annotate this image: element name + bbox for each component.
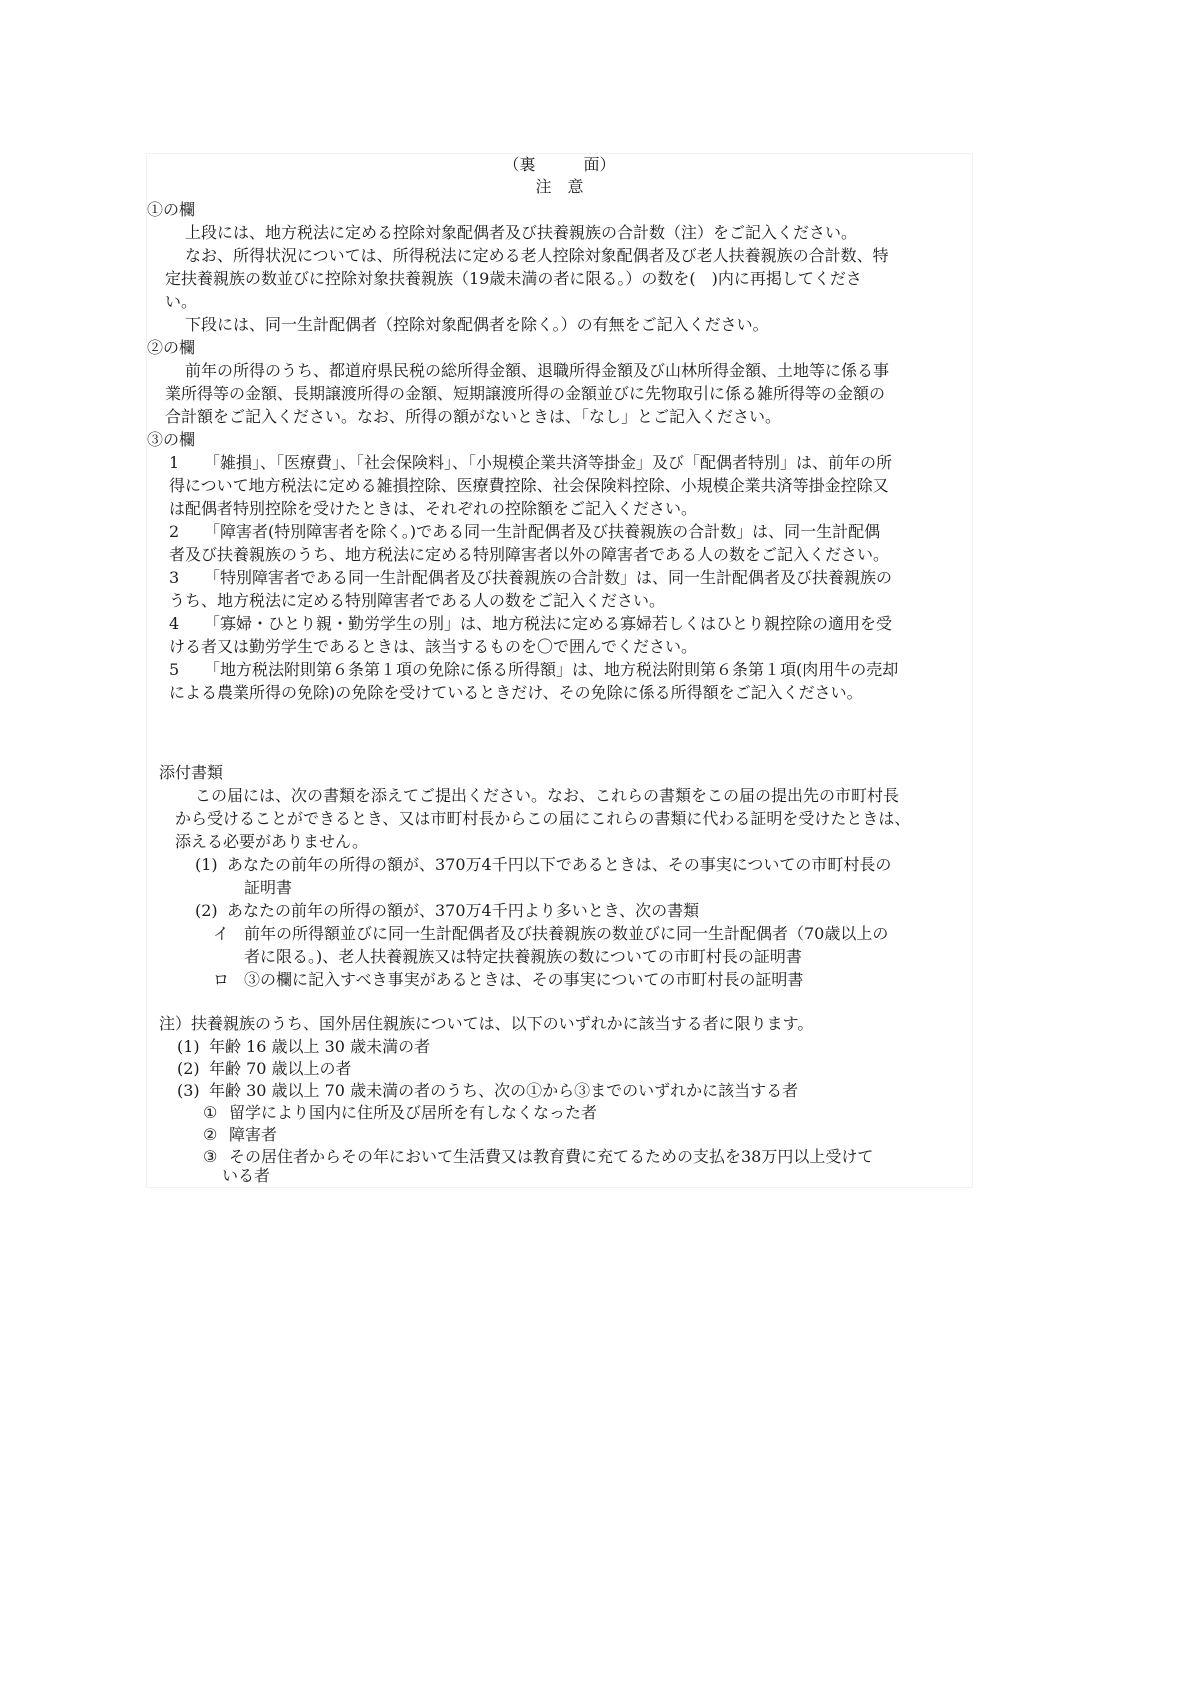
item-line: による農業所得の免除)の免除を受けているときだけ、その免除に係る所得額をご記入ください。	[169, 683, 863, 702]
section2-line: 前年の所得のうち、都道府県民税の総所得金額、退職所得金額及び山林所得金額、土地等に係る事	[185, 361, 890, 380]
attachments-intro: 添える必要がありません。	[175, 832, 368, 851]
item-line: 者及び扶養親族のうち、地方税法に定める特別障害者以外の障害者である人の数をご記入ください。	[169, 545, 890, 564]
note-item: 年齢 16 歳以上 30 歳未満の者	[209, 1037, 431, 1056]
section3-heading: ③の欄	[147, 430, 196, 449]
section2-line: 業所得等の金額、長期譲渡所得の金額、短期譲渡所得の金額並びに先物取引に係る雑所得等の金額の	[165, 384, 886, 403]
note-sub-marker: ③	[203, 1147, 218, 1166]
note-sub-marker: ①	[203, 1103, 218, 1122]
attachments-heading: 添付書類	[159, 763, 224, 782]
section1-line: なお、所得状況については、所得税法に定める老人控除対象配偶者及び老人扶養親族の合計数、特	[185, 246, 889, 265]
note-subitem: いる者	[222, 1166, 271, 1185]
attachment-sub-marker: イ	[213, 924, 230, 943]
note-marker: (1)	[177, 1037, 200, 1056]
attachment-sub-marker: ロ	[213, 970, 230, 989]
item-line: 「地方税法附則第６条第１項の免除に係る所得額」は、地方税法附則第６条第１項(肉用牛の売却	[204, 660, 899, 679]
section1-line: 下段には、同一生計配偶者（控除対象配偶者を除く。）の有無をご記入ください。	[185, 315, 769, 334]
attachment-sub-line: 者に限る。)、老人扶養親族又は特定扶養親族の数についての市町村長の証明書	[244, 947, 802, 966]
note-subitem: 留学により国内に住所及び居所を有しなくなった者	[229, 1103, 598, 1122]
section1-line: 上段には、地方税法に定める控除対象配偶者及び扶養親族の合計数（注）をご記入ください。	[185, 223, 858, 242]
attachment-line: 証明書	[244, 878, 293, 897]
item-line: 得について地方税法に定める雑損控除、医療費控除、社会保険料控除、小規模企業共済等掛金控除又	[169, 476, 889, 495]
item-line: は配偶者特別控除を受けたときは、それぞれの控除額をご記入ください。	[169, 499, 698, 518]
note-sub-marker: ②	[203, 1125, 218, 1144]
note-item: 年齢 30 歳以上 70 歳未満の者のうち、次の①から③までのいずれかに該当する者	[209, 1081, 799, 1100]
note-subitem: 障害者	[229, 1125, 278, 1144]
item-line: ける者又は勤労学生であるときは、該当するものを〇で囲んでください。	[169, 637, 698, 656]
section1-heading: ①の欄	[147, 200, 196, 219]
item-number: 4	[169, 614, 180, 633]
section2-heading: ②の欄	[147, 338, 196, 357]
attachments-intro: この届には、次の書類を添えてご提出ください。なお、これらの書類をこの届の提出先の市町村長	[195, 786, 900, 805]
section2-line: 合計額をご記入ください。なお、所得の額がないときは、「なし」とご記入ください。	[165, 407, 782, 426]
item-line: 「障害者(特別障害者を除く。)である同一生計配偶者及び扶養親族の合計数」は、同一生計配偶	[204, 522, 881, 541]
attachment-sub-line: 前年の所得額並びに同一生計配偶者及び扶養親族の数並びに同一生計配偶者（70歳以上の	[244, 924, 889, 943]
page-title: 注 意	[535, 177, 584, 196]
attachment-sub-line: ③の欄に記入すべき事実があるときは、その事実についての市町村長の証明書	[244, 970, 804, 989]
item-number: 3	[169, 568, 180, 587]
attachment-line: あなたの前年の所得の額が、370万4千円以下であるときは、その事実についての市町村長の	[227, 855, 892, 874]
item-number: 5	[169, 660, 180, 679]
notice-sheet	[147, 154, 972, 1187]
note-item: 年齢 70 歳以上の者	[209, 1059, 352, 1078]
item-number: 1	[169, 453, 180, 472]
attachment-marker: (2)	[195, 901, 218, 920]
note-marker: (2)	[177, 1059, 200, 1078]
item-line: 「雑損」、「医療費」、「社会保険料」、「小規模企業共済等掛金」及び「配偶者特別」は、前年の所	[204, 453, 893, 472]
note-heading: 注）扶養親族のうち、国外居住親族については、以下のいずれかに該当する者に限ります。	[159, 1014, 814, 1033]
side-label: （裏 面）	[503, 155, 616, 174]
item-line: うち、地方税法に定める特別障害者である人の数をご記入ください。	[169, 591, 666, 610]
note-subitem: その居住者からその年において生活費又は教育費に充てるための支払を38万円以上受けて	[229, 1147, 874, 1166]
item-number: 2	[169, 522, 180, 541]
note-marker: (3)	[177, 1081, 200, 1100]
attachment-marker: (1)	[195, 855, 218, 874]
attachment-line: あなたの前年の所得の額が、370万4千円より多いとき、次の書類	[227, 901, 700, 920]
section1-line: 定扶養親族の数並びに控除対象扶養親族（19歳未満の者に限る。）の数を( )内に再掲してくださ	[165, 269, 862, 288]
item-line: 「寡婦・ひとり親・勤労学生の別」は、地方税法に定める寡婦若しくはひとり親控除の適用を受	[204, 614, 893, 633]
section1-line: い。	[165, 292, 198, 311]
item-line: 「特別障害者である同一生計配偶者及び扶養親族の合計数」は、同一生計配偶者及び扶養親族の	[204, 568, 893, 587]
attachments-intro: から受けることができるとき、又は市町村長からこの届にこれらの書類に代わる証明を受けたときは、	[175, 809, 911, 828]
